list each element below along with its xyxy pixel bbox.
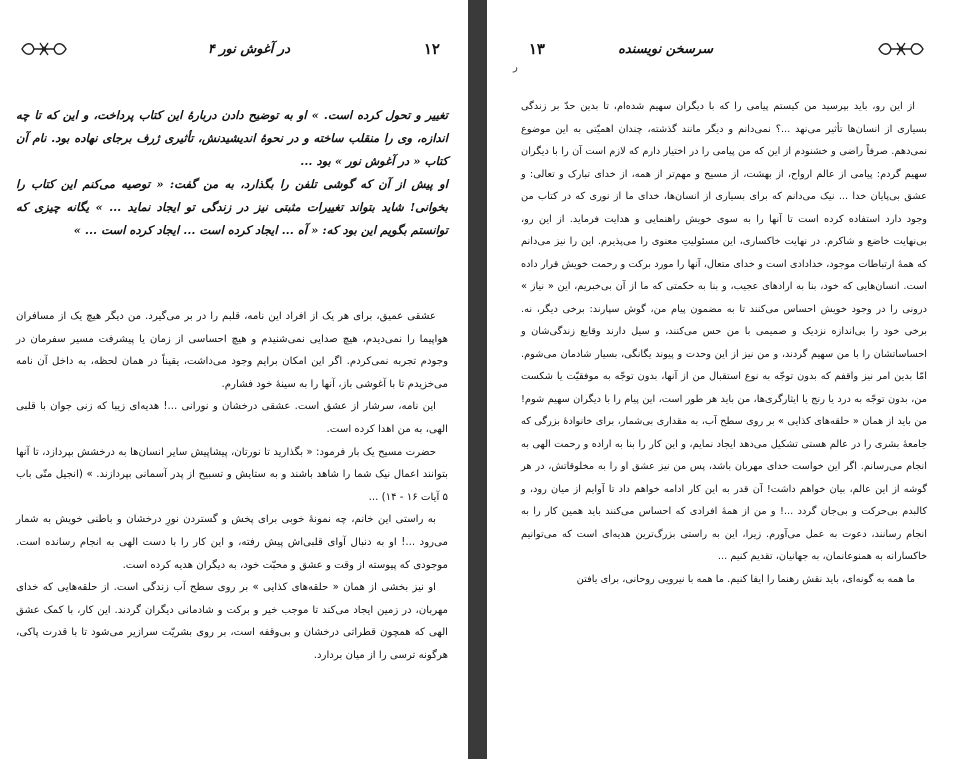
body-paragraph: او نیز بخشی از همان « حلقه‌های کذایی » بر روی سطح آب زندگی است. از حلقه‌هایی که خدای مهربان، در زمین ایجاد می‌کند تا موجب خیر و برکت و شادمانی دیگران گردند. این کار، با کمک عشق الهی که همچون قطراتی درخشان و بی‌وقفه است، بر روی بشریّت سرازیر می‌شود تا با قدرت پاکی، هرگونه ترسی را از میان بردارد. — [16, 582, 448, 661]
body-paragraph: از این رو، باید بپرسید من کیستم پیامی را که با دیگران سهیم شده‌ام، تا بدین حدّ بر زندگی بسیاری از انسان‌ها تأثیر می‌نهد ...؟ نمی‌دانم و دیگر مانند گذشته، چندان اهمیّتی به این موضوع نمی‌دهم. صرفاً راضی و خشنودم از این که من پیامی را در اختیار دارم که لازم است آن را با دیگران سهیم گردم: پیامی از عالم ارواح، از بهشت، از مسیح و مهم‌تر از همه، از خدای تبارک و تعالی: و عشق بی‌پایان خدا ... نیک می‌دانم که برای بسیاری از انسان‌ها، خدای ما از نوری که در کتاب من وجود دارد استفاده کرده است تا آنها را به سوی خویش راهنمایی و هدایت فرماید. از این رو، بی‌نهایت خاضع و شاکرم. در نهایت خاکساری، این مسئولیتِ معنوی را می‌پذیرم. این را نیز می‌دانم که همهٔ ارتباطات موجود، خدادادی است و خدای متعال، آنها را مورد برکت و رحمت خویش قرار داده است. انسان‌هایی که خود، بنا به ارادهای عجیب، و بنا به حکمتی که ما از آن بی‌خبریم، این « نیاز » درونی را در وجود خویش احساس می‌کنند تا به مضمون پیام من، گوش سپارند: برخی دیگر، نه. برخی خود را بی‌اندازه نزدیک و صمیمی با من حس می‌کنند، و سیل دارند وقایع زندگی‌شان و احساساتشان را با من سهیم گردند، و من نیز از این وحدت و پیوند یگانگی، بسیار شادمان می‌شوم. امّا بدین امر نیز واقفم که بدون توجّه به نوع استقبال من از آنها، بدون توجّه به موفقیّت یا شکست من، بدون توجّه به درد یا رنج یا ایثارگری‌ها، من باید هر طور است، این پیام را با دیگران سهیم شوم! من باید از همان « حلقه‌های کذایی » بر روی سطح آب، به مقداری بی‌شمار، برای خانوادهٔ بزرگی که جامعهٔ بشری را در عالم هستی تشکیل می‌دهد ایجاد نمایم، و این کار را بنا به اراده و رحمت الهی به انجام می‌رسانم. اگر این خواست خدای مهربان باشد، پس من نیز عشق او را به مخلوقاتش، در هر گوشه از این عالم، بیان خواهم داشت! آن قدر به این کار ادامه خواهم داد تا آوایم از میان رود، و کالبدم بی‌حرکت و بی‌جان گردد ...! و من از همهٔ افرادی که احساس می‌کنند باید همین کار را به انجام رسانند، دعوت به عمل می‌آورم. زیرا، این به راستی بزرگ‌ترین هدیه‌ای است که می‌توانیم خاکسارانه به همنوعانمان، به جهانیان، تقدیم کنیم ... — [521, 101, 927, 562]
body-paragraph: این نامه، سرشار از عشق است. عشقی درخشان و نورانی ...! هدیه‌ای زیبا که زنی جوان با قلبی الهی، به من اهدا کرده است. — [16, 401, 448, 435]
right-page — [487, 0, 958, 759]
body-paragraph: ما همه به گونه‌ای، باید نقش رهنما را ایفا کنیم. ما همه با نیرویی روحانی، برای یافتن — [576, 573, 915, 585]
book-ornament-icon — [20, 40, 68, 62]
left-page-body — [16, 306, 448, 668]
book-spine — [468, 0, 487, 759]
body-paragraph: به راستی این خانم، چه نمونهٔ خوبی برای پخش و گستردن نورِ درخشان و باطنی خویش به شمار می‌رود ...! او به دنبال آوای قلبی‌اش پیش رفته، و این کار را با دست الهی به انجام رسانده است. موجودی که پیوسته از وقت و عشق و محبّت خود، به دیگران هدیه کرده است. — [16, 514, 448, 571]
running-title: سرسخن نویسنده — [618, 42, 713, 57]
corner-mark: ر — [513, 62, 518, 73]
page-number: ۱۳ — [528, 40, 545, 58]
body-paragraph: حضرت مسیح یک بار فرمود: « بگذارید تا نورتان، پیشاپیش سایر انسان‌ها به درخشش بپردازد، تا آنها بتوانند اعمال نیک شما را شاهد باشند و به ستایش و تسبیح از پدر آسمانی بپردازند. » (انجیل متّی باب ۵ آیات ۱۶ - ۱۴) ... — [16, 446, 448, 503]
quote-paragraph: تغییر و تحول کرده است. » او به توضیح دادن دربارهٔ این کتاب پرداخت، و این که تا چه اندازه، وی را منقلب ساخته و در نحوهٔ اندیشیدنش، تأثیری ژرف برجای نهاده بود. نام آن کتاب « در آغوش نور » بود ... — [16, 108, 448, 168]
quote-block — [16, 104, 448, 242]
body-paragraph: عشقی عمیق، برای هر یک از افراد این نامه، قلبم را در بر می‌گیرد. من دیگر هیچ یک از مسافران هواپیما را نمی‌دیدم، هیچ صدایی نمی‌شنیدم و هیچ احساسی از زمان یا پیشرفت مسیر سفرمان در وجودم تجربه نمی‌کردم. اگر این امکان برایم وجود می‌داشت، یقیناً در همان لحظه، به داخل آن نامه می‌خزیدم تا با آغوشی باز، آنها را به سینهٔ خود فشارم. — [16, 311, 448, 390]
left-page-header — [20, 40, 440, 66]
page-number: ۱۲ — [423, 40, 440, 58]
left-page — [0, 0, 468, 759]
running-title: در آغوش نور ۴ — [207, 42, 290, 57]
right-page-body — [521, 96, 927, 591]
book-ornament-icon — [877, 40, 925, 62]
right-page-header — [507, 40, 925, 66]
quote-paragraph: او پیش از آن که گوشی تلفن را بگذارد، به من گفت: « توصیه می‌کنم این کتاب را بخوانی! شاید بتواند تغییرات مثبتی نیز در زندگی تو ایجاد نماید ... » یگانه چیزی که توانستم بگویم این بود که: « آه ... ایجاد کرده است ... ایجاد کرده است ... » — [16, 177, 448, 237]
